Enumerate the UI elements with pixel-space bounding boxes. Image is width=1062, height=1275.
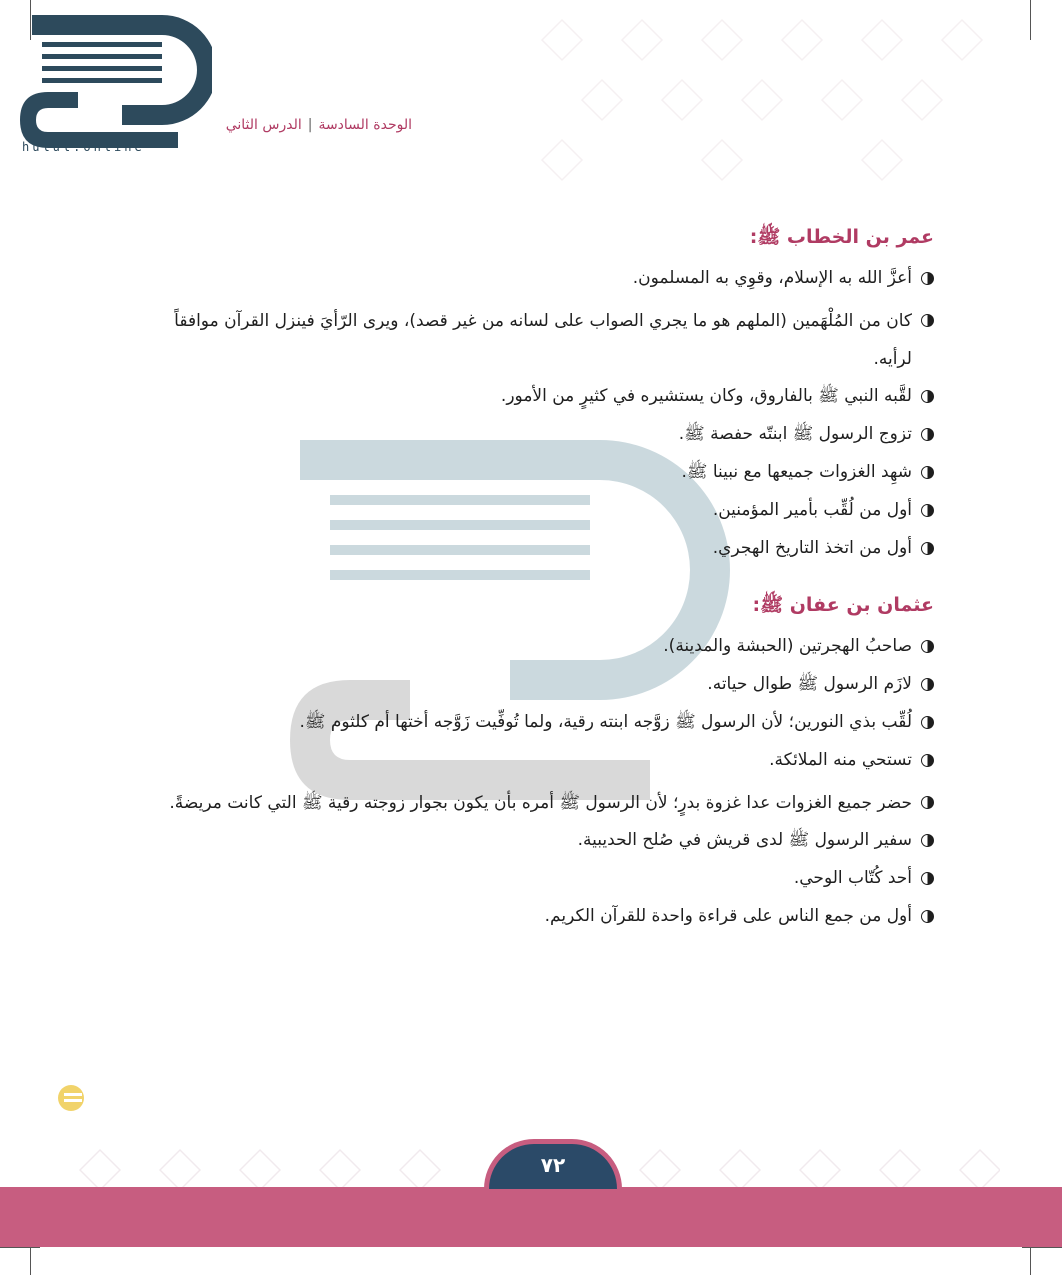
running-header [226, 117, 412, 133]
bullet-icon [921, 834, 934, 847]
list-item: أول من لُقِّب بأمير المؤمنين. [160, 496, 934, 524]
crop-mark [1022, 1247, 1062, 1248]
list-item: لازَم الرسول ﷺ طوال حياته. [160, 670, 934, 698]
othman-list [160, 632, 934, 930]
bullet-icon [921, 314, 934, 327]
list-item: صاحبُ الهجرتين (الحبشة والمدينة). [160, 632, 934, 660]
bullet-icon [921, 754, 934, 767]
list-item: أحد كُتّاب الوحي. [160, 864, 934, 892]
list-item: كان من المُلْهَمين (الملهم هو ما يجري الصواب على لسانه من غير قصد)، ويرى الرّأيَ فينزل القرآن موافقاً لرأيه. [160, 302, 934, 378]
bullet-icon [921, 796, 934, 809]
section-title-omar: عمر بن الخطاب ﷺ: [749, 226, 934, 248]
bullet-icon [921, 466, 934, 479]
crop-mark [1030, 0, 1031, 40]
bullet-icon [921, 390, 934, 403]
bullet-icon [921, 910, 934, 923]
footer-band [0, 1187, 1062, 1247]
logo-url: hulul.online [22, 140, 145, 154]
page-content [160, 220, 934, 940]
bullet-icon [921, 428, 934, 441]
list-item: حضر جميع الغزوات عدا غزوة بدرٍ؛ لأن الرسول ﷺ أمره بأن يكون بجوار زوجته رقية ﷺ التي كانت مريضةً. [160, 784, 934, 822]
page-number: ٧٢ [540, 1153, 566, 1177]
list-item: سفير الرسول ﷺ لدى قريش في صُلح الحديبية. [160, 826, 934, 854]
bullet-icon [921, 504, 934, 517]
book-icon [56, 1075, 90, 1115]
bullet-icon [921, 872, 934, 885]
header-separator: | [307, 117, 313, 133]
bullet-icon [921, 716, 934, 729]
decorative-pattern [502, 0, 1002, 220]
section-title-othman: عثمان بن عفان ﷺ: [752, 594, 934, 616]
bullet-icon [921, 678, 934, 691]
list-item: تستحي منه الملائكة. [160, 746, 934, 774]
omar-list [160, 264, 934, 562]
list-item: لقَّبه النبي ﷺ بالفاروق، وكان يستشيره في كثيرٍ من الأمور. [160, 382, 934, 410]
bullet-icon [921, 640, 934, 653]
unit-label: الوحدة السادسة [318, 117, 412, 133]
list-item: أول من اتخذ التاريخ الهجري. [160, 534, 934, 562]
list-item: تزوج الرسول ﷺ ابنتّه حفصة ﷺ. [160, 420, 934, 448]
list-item: شهِد الغزوات جميعها مع نبينا ﷺ. [160, 458, 934, 486]
bullet-icon [921, 272, 934, 285]
lesson-label: الدرس الثاني [225, 117, 302, 133]
crop-mark [0, 1247, 40, 1248]
bullet-icon [921, 542, 934, 555]
hulul-logo [12, 10, 212, 150]
list-item: لُقِّب بذي النورين؛ لأن الرسول ﷺ زوَّجه ابنته رقية، ولما تُوفِّيت زَوَّجه أختها أم كلثوم ﷺ. [160, 708, 934, 736]
list-item: أعزَّ الله به الإسلام، وقوِي به المسلمون. [160, 264, 934, 292]
list-item: أول من جمع الناس على قراءة واحدة للقرآن الكريم. [160, 902, 934, 930]
